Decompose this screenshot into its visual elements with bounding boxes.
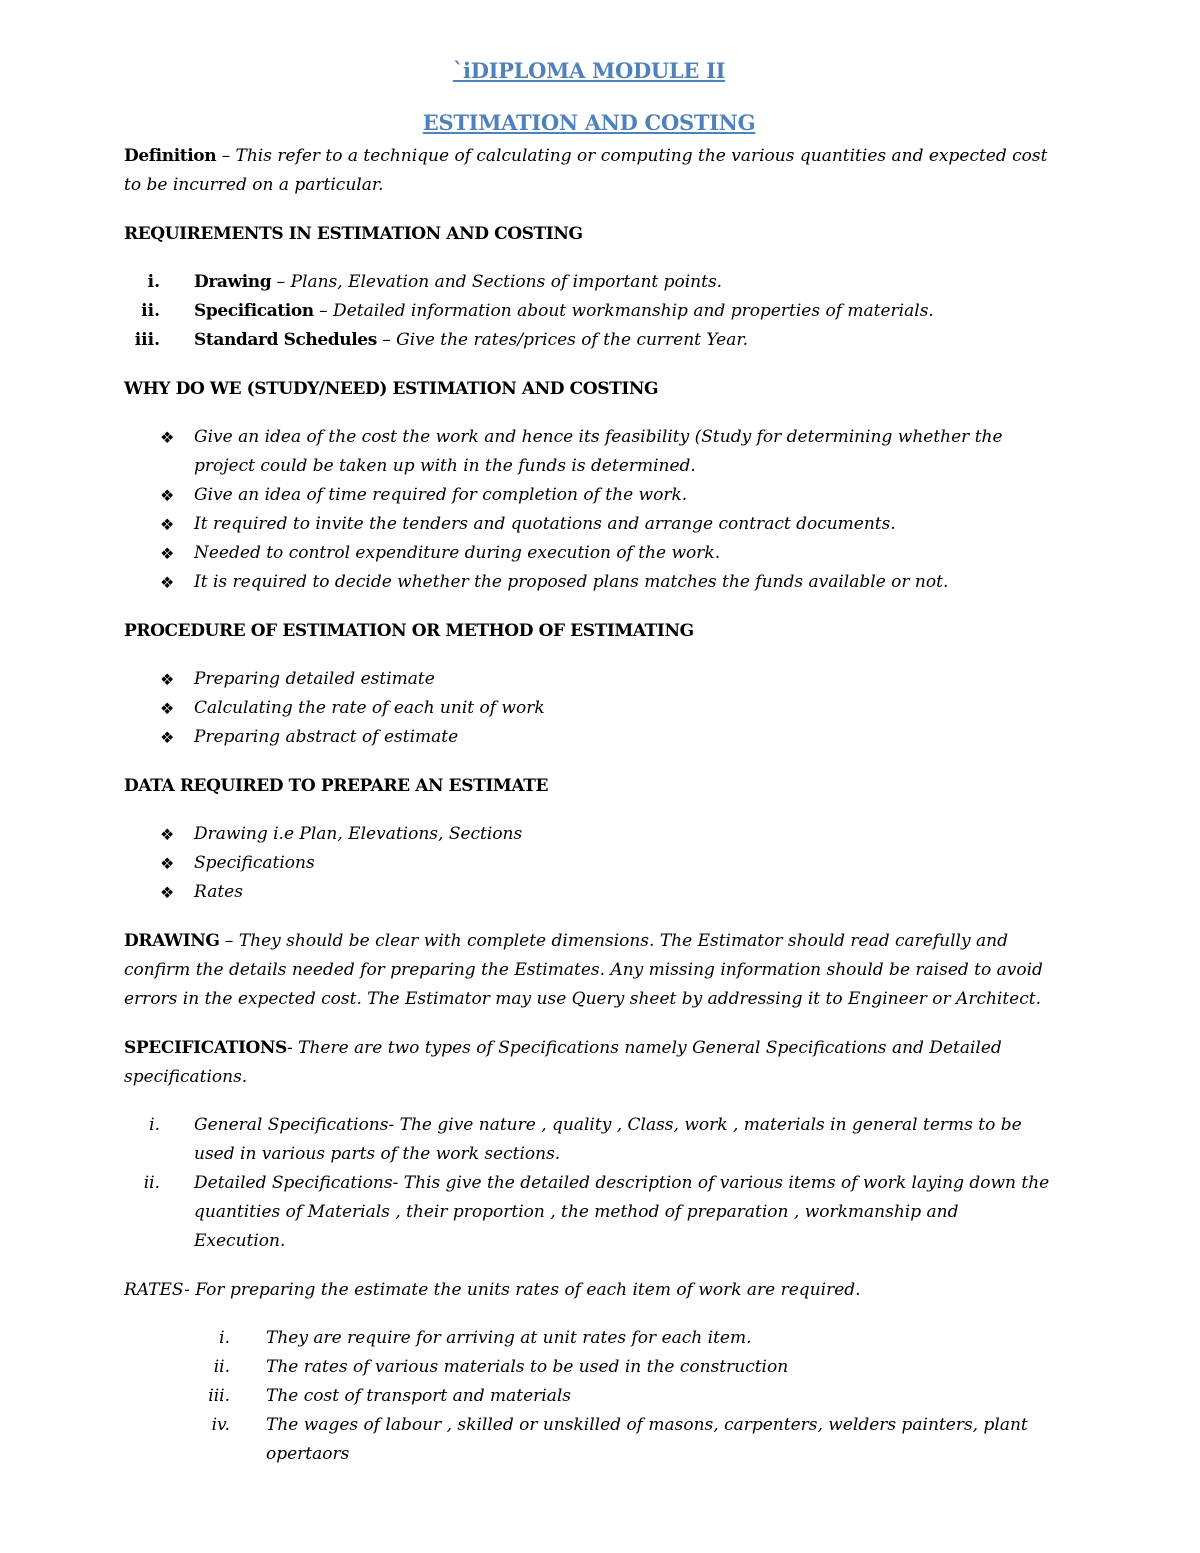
list-text: – Plans, Elevation and Sections of important points. — [271, 272, 723, 292]
diamond-bullet-icon: ❖ — [160, 486, 175, 505]
list-text: The rates of various materials to be used in the construction — [266, 1357, 789, 1377]
diamond-bullet-icon: ❖ — [160, 515, 175, 534]
procedure-heading: PROCEDURE OF ESTIMATION OR METHOD OF ESTIMATING — [124, 621, 694, 641]
list-item — [124, 820, 1054, 849]
specifications-term: SPECIFICATIONS — [124, 1038, 287, 1058]
list-text: The cost of transport and materials — [266, 1386, 572, 1406]
data-required-list — [124, 820, 1054, 907]
list-item — [124, 510, 1054, 539]
list-item — [124, 1353, 1054, 1382]
document-page — [124, 56, 1054, 1469]
list-text: They are require for arriving at unit rates for each item. — [266, 1328, 752, 1348]
list-item — [124, 326, 1054, 355]
list-item — [124, 268, 1054, 297]
list-marker: i. — [149, 1115, 160, 1135]
list-marker: i. — [219, 1328, 230, 1348]
diamond-bullet-icon: ❖ — [160, 428, 175, 447]
list-item — [124, 1411, 1054, 1469]
document-title: `iDIPLOMA MODULE II — [452, 58, 726, 83]
requirements-list — [124, 268, 1054, 355]
list-text: The wages of labour , skilled or unskilled of masons, carpenters, welders painters, plant opertaors — [266, 1415, 1028, 1464]
list-text: Calculating the rate of each unit of work — [194, 698, 545, 718]
specifications-list — [124, 1111, 1054, 1256]
definition-text: This refer to a technique of calculating or computing the various quantities and expected cost to be incurred on a particular. — [124, 146, 1048, 195]
definition-term: Definition — [124, 146, 217, 166]
list-text: Preparing detailed estimate — [194, 669, 435, 689]
list-marker: i. — [147, 272, 160, 292]
definition-dash: – — [216, 146, 236, 166]
list-text: It is required to decide whether the proposed plans matches the funds available or not. — [194, 572, 949, 592]
diamond-bullet-icon: ❖ — [160, 544, 175, 563]
specifications-dash: - — [286, 1038, 299, 1058]
list-text: – Detailed information about workmanship and properties of materials. — [313, 301, 934, 321]
definition-paragraph — [124, 142, 1054, 200]
list-item — [124, 297, 1054, 326]
drawing-term: DRAWING — [124, 931, 220, 951]
list-term: Drawing — [194, 272, 272, 292]
list-item — [124, 665, 1054, 694]
procedure-list — [124, 665, 1054, 752]
drawing-dash: – — [219, 931, 239, 951]
diamond-bullet-icon: ❖ — [160, 854, 175, 873]
list-marker: ii. — [141, 301, 160, 321]
requirements-heading: REQUIREMENTS IN ESTIMATION AND COSTING — [124, 224, 583, 244]
list-item — [124, 1169, 1054, 1256]
diamond-bullet-icon: ❖ — [160, 883, 175, 902]
list-text: Detailed Specifications- This give the detailed description of various items of work laying down the quantities of Materials , their proportion , the method of preparation , workmanship and Execution. — [194, 1173, 1050, 1251]
list-marker: ii. — [213, 1357, 230, 1377]
diamond-bullet-icon: ❖ — [160, 699, 175, 718]
why-list — [124, 423, 1054, 597]
list-text: Needed to control expenditure during execution of the work. — [194, 543, 721, 563]
list-item — [124, 1324, 1054, 1353]
list-text: Specifications — [194, 853, 315, 873]
list-text: – Give the rates/prices of the current Year. — [376, 330, 749, 350]
list-text: Give an idea of time required for completion of the work. — [194, 485, 688, 505]
list-term: Standard Schedules — [194, 330, 377, 350]
diamond-bullet-icon: ❖ — [160, 728, 175, 747]
specifications-text: There are two types of Specifications namely General Specifications and Detailed specifications. — [124, 1038, 1002, 1087]
list-text: Rates — [194, 882, 243, 902]
diamond-bullet-icon: ❖ — [160, 573, 175, 592]
list-item — [124, 423, 1054, 481]
list-text: General Specifications- The give nature , quality , Class, work , materials in general terms to be used in various parts of the work sections. — [194, 1115, 1022, 1164]
list-item — [124, 568, 1054, 597]
list-marker: iv. — [211, 1415, 230, 1435]
drawing-paragraph — [124, 927, 1054, 1014]
list-text: Preparing abstract of estimate — [194, 727, 459, 747]
list-item — [124, 723, 1054, 752]
list-item — [124, 694, 1054, 723]
drawing-text: They should be clear with complete dimensions. The Estimator should read carefully and confirm the details needed for preparing the Estimates. Any missing information should be raised to avoid errors in the expected cost. The Estimator may use Query sheet by addressing it to Engineer or Architect. — [124, 931, 1043, 1009]
rates-list — [124, 1324, 1054, 1469]
list-marker: ii. — [143, 1173, 160, 1193]
list-item — [124, 1111, 1054, 1169]
specifications-paragraph — [124, 1034, 1054, 1092]
list-text: Give an idea of the cost the work and hence its feasibility (Study for determining whether the project could be taken up with in the funds is determined. — [194, 427, 1003, 476]
list-item — [124, 481, 1054, 510]
list-marker: iii. — [134, 330, 160, 350]
diamond-bullet-icon: ❖ — [160, 825, 175, 844]
list-text: Drawing i.e Plan, Elevations, Sections — [194, 824, 523, 844]
list-marker: iii. — [208, 1386, 230, 1406]
diamond-bullet-icon: ❖ — [160, 670, 175, 689]
list-term: Specification — [194, 301, 314, 321]
list-text: It required to invite the tenders and quotations and arrange contract documents. — [194, 514, 896, 534]
rates-paragraph: RATES- For preparing the estimate the units rates of each item of work are required. — [124, 1280, 861, 1300]
list-item — [124, 878, 1054, 907]
why-heading: WHY DO WE (STUDY/NEED) ESTIMATION AND COSTING — [124, 379, 659, 399]
section-title: ESTIMATION AND COSTING — [422, 110, 756, 135]
list-item — [124, 1382, 1054, 1411]
list-item — [124, 849, 1054, 878]
data-required-heading: DATA REQUIRED TO PREPARE AN ESTIMATE — [124, 776, 549, 796]
list-item — [124, 539, 1054, 568]
